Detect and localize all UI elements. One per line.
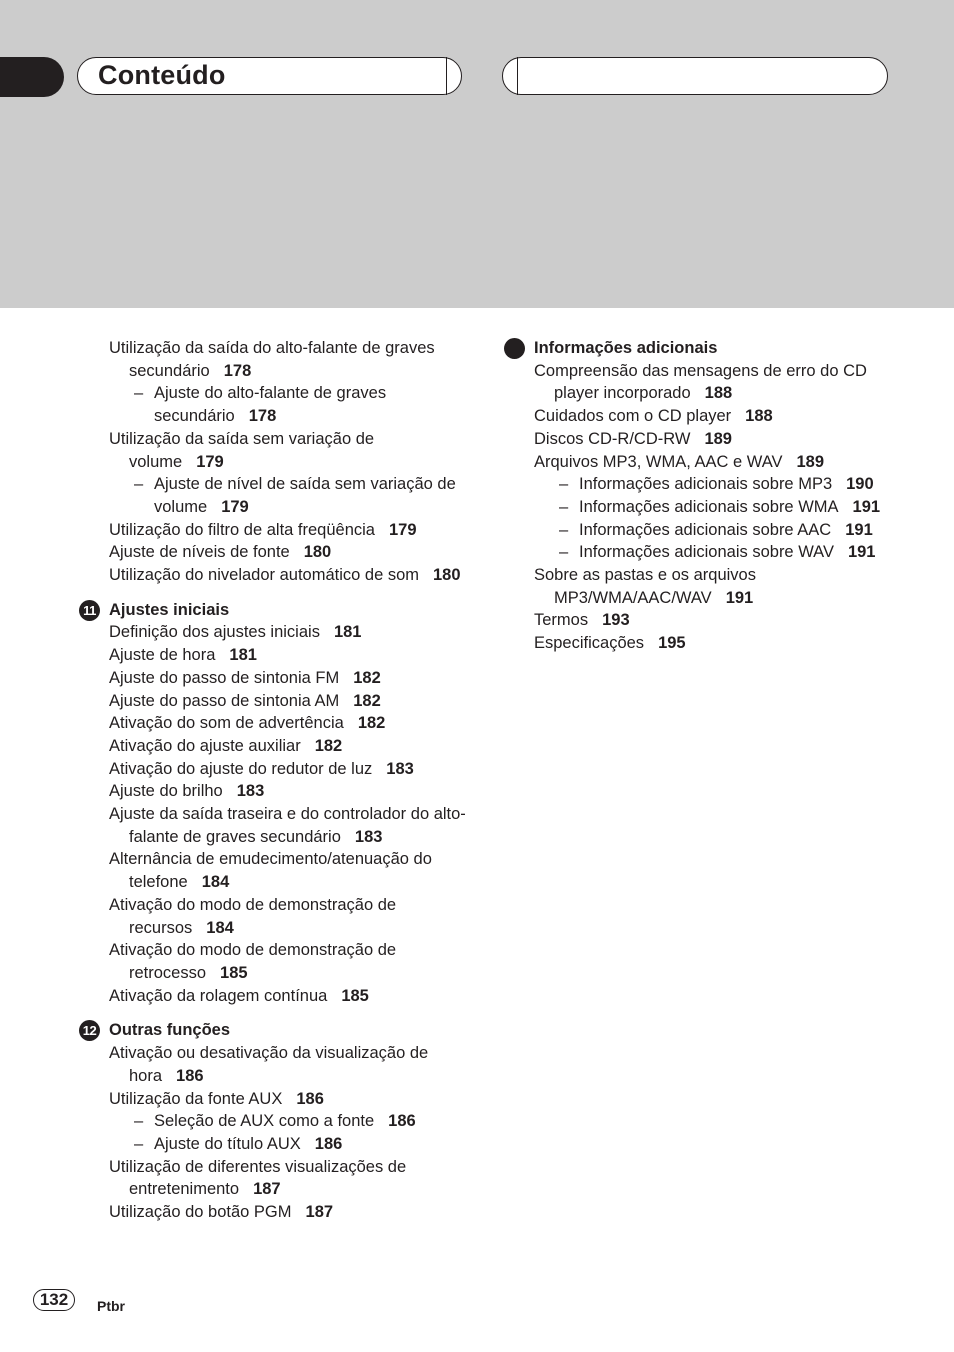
toc-page-number: 185	[341, 986, 369, 1005]
toc-entry-text: Ajuste de nível de saída sem variação de volume	[154, 475, 456, 516]
toc-entry[interactable]	[109, 780, 469, 803]
toc-entry-text: Informações adicionais sobre AAC	[579, 520, 832, 539]
toc-page-number: 188	[704, 384, 733, 403]
toc-entry[interactable]	[109, 1156, 469, 1201]
toc-entry[interactable]	[109, 1088, 469, 1111]
toc-entry-text: Ajuste do título AUX	[154, 1134, 301, 1153]
toc-entry-text: Informações adicionais sobre MP3	[579, 475, 833, 494]
toc-page-number: 186	[296, 1089, 324, 1108]
toc-section	[82, 1019, 469, 1223]
toc-entry[interactable]	[109, 939, 469, 984]
toc-entry[interactable]	[534, 405, 894, 428]
section-title: Ajustes iniciais	[109, 600, 230, 619]
toc-page-number: 180	[433, 566, 461, 585]
section-title: Informações adicionais	[534, 339, 718, 357]
toc-page-number: 179	[221, 497, 249, 516]
toc-page-number: 191	[847, 543, 876, 562]
toc-page-number: 191	[725, 588, 754, 607]
toc-page-number: 183	[236, 782, 265, 801]
language-label: Ptbr	[97, 1298, 125, 1314]
toc-entry-text: Definição dos ajustes iniciais	[109, 623, 320, 642]
dash-marker: –	[559, 475, 569, 494]
toc-entry[interactable]	[109, 382, 469, 427]
toc-entry-text: Ativação da rolagem contínua	[109, 986, 328, 1005]
toc-entry[interactable]	[109, 985, 469, 1008]
toc-section	[109, 337, 469, 587]
toc-entry[interactable]	[534, 360, 894, 405]
toc-page-number: 186	[176, 1066, 204, 1085]
toc-entry[interactable]	[534, 473, 894, 496]
toc-entry[interactable]	[109, 564, 469, 587]
toc-entry[interactable]	[109, 667, 469, 690]
toc-entry[interactable]	[534, 428, 894, 451]
toc-entry-text: Ajuste do brilho	[109, 782, 223, 801]
section-number-icon	[504, 338, 525, 359]
toc-entry-text: Ativação do ajuste do redutor de luz	[109, 759, 373, 778]
section-number-icon: 12	[79, 1020, 100, 1041]
toc-entry[interactable]	[109, 541, 469, 564]
toc-page-number: 188	[745, 407, 773, 426]
toc-section	[83, 599, 469, 1008]
toc-entry-text: Ajuste de níveis de fonte	[109, 543, 290, 562]
toc-entry-text: Ajuste de hora	[109, 646, 216, 665]
toc-page-number: 178	[248, 407, 277, 426]
toc-entry-text: Seleção de AUX como a fonte	[154, 1112, 375, 1131]
header-band	[0, 0, 954, 308]
toc-entry-text: Sobre as pastas e os arquivos MP3/WMA/AAC/WAV	[534, 566, 756, 607]
toc-page-number: 187	[253, 1180, 281, 1199]
toc-page-number: 179	[196, 452, 224, 471]
toc-entry-text: Ativação do som de advertência	[109, 714, 344, 733]
toc-entry[interactable]	[534, 541, 894, 564]
toc-entry[interactable]	[109, 894, 469, 939]
toc-entry-text: Ajuste do alto-falante de graves secundário	[154, 384, 387, 426]
toc-entry-text: Ajuste do passo de sintonia FM	[109, 668, 340, 687]
toc-page-number: 183	[386, 759, 414, 778]
toc-page-number: 182	[314, 736, 343, 755]
toc-entry-text: Ajuste do passo de sintonia AM	[109, 691, 340, 710]
toc-entry-text: Alternância de emudecimento/atenuação do telefone	[109, 850, 432, 892]
toc-entry[interactable]	[109, 621, 469, 644]
toc-entry-text: Utilização do nivelador automático de som	[109, 566, 419, 585]
dash-marker: –	[134, 1134, 144, 1153]
toc-section	[534, 337, 894, 655]
toc-page-number: 182	[353, 691, 381, 710]
section-number-icon: 11	[79, 600, 100, 621]
toc-entry-text: Utilização da saída do alto-falante de graves secundário	[109, 339, 435, 380]
toc-entry[interactable]	[109, 519, 469, 542]
toc-entry-text: Ativação do modo de demonstração de recursos	[109, 895, 397, 937]
dash-marker: –	[134, 384, 144, 403]
toc-entry[interactable]	[109, 1133, 469, 1156]
toc-entry[interactable]	[109, 1201, 469, 1224]
page-title: Conteúdo	[98, 60, 226, 90]
toc-page-number: 187	[305, 1203, 334, 1222]
title-box	[77, 57, 462, 95]
toc-entry-text: Discos CD-R/CD-RW	[534, 429, 691, 448]
toc-entry[interactable]	[534, 564, 894, 609]
toc-page-number: 193	[602, 611, 630, 630]
toc-entry[interactable]	[109, 1110, 469, 1133]
toc-page-number: 178	[223, 361, 252, 380]
toc-entry-text: Ativação do modo de demonstração de retrocesso	[109, 941, 397, 982]
toc-page-number: 182	[357, 714, 386, 733]
toc-page-number: 186	[314, 1134, 343, 1153]
toc-page-number: 184	[206, 918, 234, 937]
toc-entry-text: Cuidados com o CD player	[534, 407, 732, 426]
toc-page-number: 195	[658, 634, 686, 653]
toc-entry[interactable]	[109, 473, 469, 518]
chapter-tab	[0, 57, 64, 97]
toc-entry-text: Termos	[534, 611, 589, 630]
toc-page-number: 191	[845, 520, 873, 539]
toc-entry[interactable]	[109, 712, 469, 735]
toc-entry-text: Ajuste da saída traseira e do controlador do alto-falante de graves secundário	[109, 805, 466, 846]
toc-entry[interactable]	[534, 632, 894, 655]
toc-entry-text: Utilização da fonte AUX	[109, 1089, 283, 1108]
empty-header-box	[502, 57, 888, 95]
toc-entry-text: Utilização do botão PGM	[109, 1203, 292, 1222]
toc-page-number: 182	[353, 668, 381, 687]
toc-entry[interactable]	[109, 337, 469, 382]
toc-entry[interactable]	[109, 690, 469, 713]
toc-entry-text: Ativação ou desativação da visualização de hora	[109, 1044, 429, 1085]
toc-page-number: 189	[704, 429, 732, 448]
dash-marker: –	[559, 543, 569, 562]
dash-marker: –	[559, 497, 569, 516]
toc-entry[interactable]	[109, 735, 469, 758]
toc-right-column	[534, 337, 894, 655]
toc-entry-text: Utilização da saída sem variação de volume	[109, 429, 375, 471]
toc-entry-text: Compreensão das mensagens de erro do CD player incorporado	[534, 361, 867, 403]
toc-entry[interactable]	[109, 848, 469, 893]
toc-entry-text: Utilização de diferentes visualizações de entretenimento	[109, 1157, 407, 1199]
toc-entry[interactable]	[109, 758, 469, 781]
toc-entry-text: Utilização do filtro de alta freqüência	[109, 520, 375, 539]
toc-page-number: 189	[796, 452, 825, 471]
toc-page-number: 190	[846, 475, 874, 494]
toc-page-number: 186	[388, 1112, 416, 1131]
toc-entry[interactable]	[534, 519, 894, 542]
toc-entry[interactable]	[534, 451, 894, 474]
toc-page-number: 180	[303, 543, 332, 562]
dash-marker: –	[134, 1112, 144, 1131]
toc-page-number: 181	[333, 623, 362, 642]
toc-entry[interactable]	[534, 609, 894, 632]
toc-page-number: 181	[229, 646, 257, 665]
dash-marker: –	[134, 475, 144, 494]
toc-left-column	[82, 337, 469, 1224]
toc-entry[interactable]	[534, 496, 894, 519]
toc-entry[interactable]	[109, 803, 469, 848]
toc-entry-text: Especificações	[534, 634, 645, 653]
page-number: 132	[33, 1289, 75, 1311]
toc-entry-text: Informações adicionais sobre WMA	[579, 497, 839, 516]
toc-entry-text: Informações adicionais sobre WAV	[579, 543, 834, 562]
toc-entry[interactable]	[109, 644, 469, 667]
toc-page-number: 191	[852, 497, 881, 516]
toc-entry[interactable]	[109, 1042, 469, 1087]
toc-page-number: 183	[354, 827, 383, 846]
section-title: Outras funções	[109, 1021, 231, 1040]
toc-page-number: 179	[388, 520, 417, 539]
toc-entry-text: Ativação do ajuste auxiliar	[109, 736, 301, 755]
toc-page-number: 184	[201, 873, 230, 892]
toc-page-number: 185	[220, 963, 248, 982]
dash-marker: –	[559, 520, 569, 539]
toc-entry-text: Arquivos MP3, WMA, AAC e WAV	[534, 452, 783, 471]
toc-entry[interactable]	[109, 428, 469, 473]
